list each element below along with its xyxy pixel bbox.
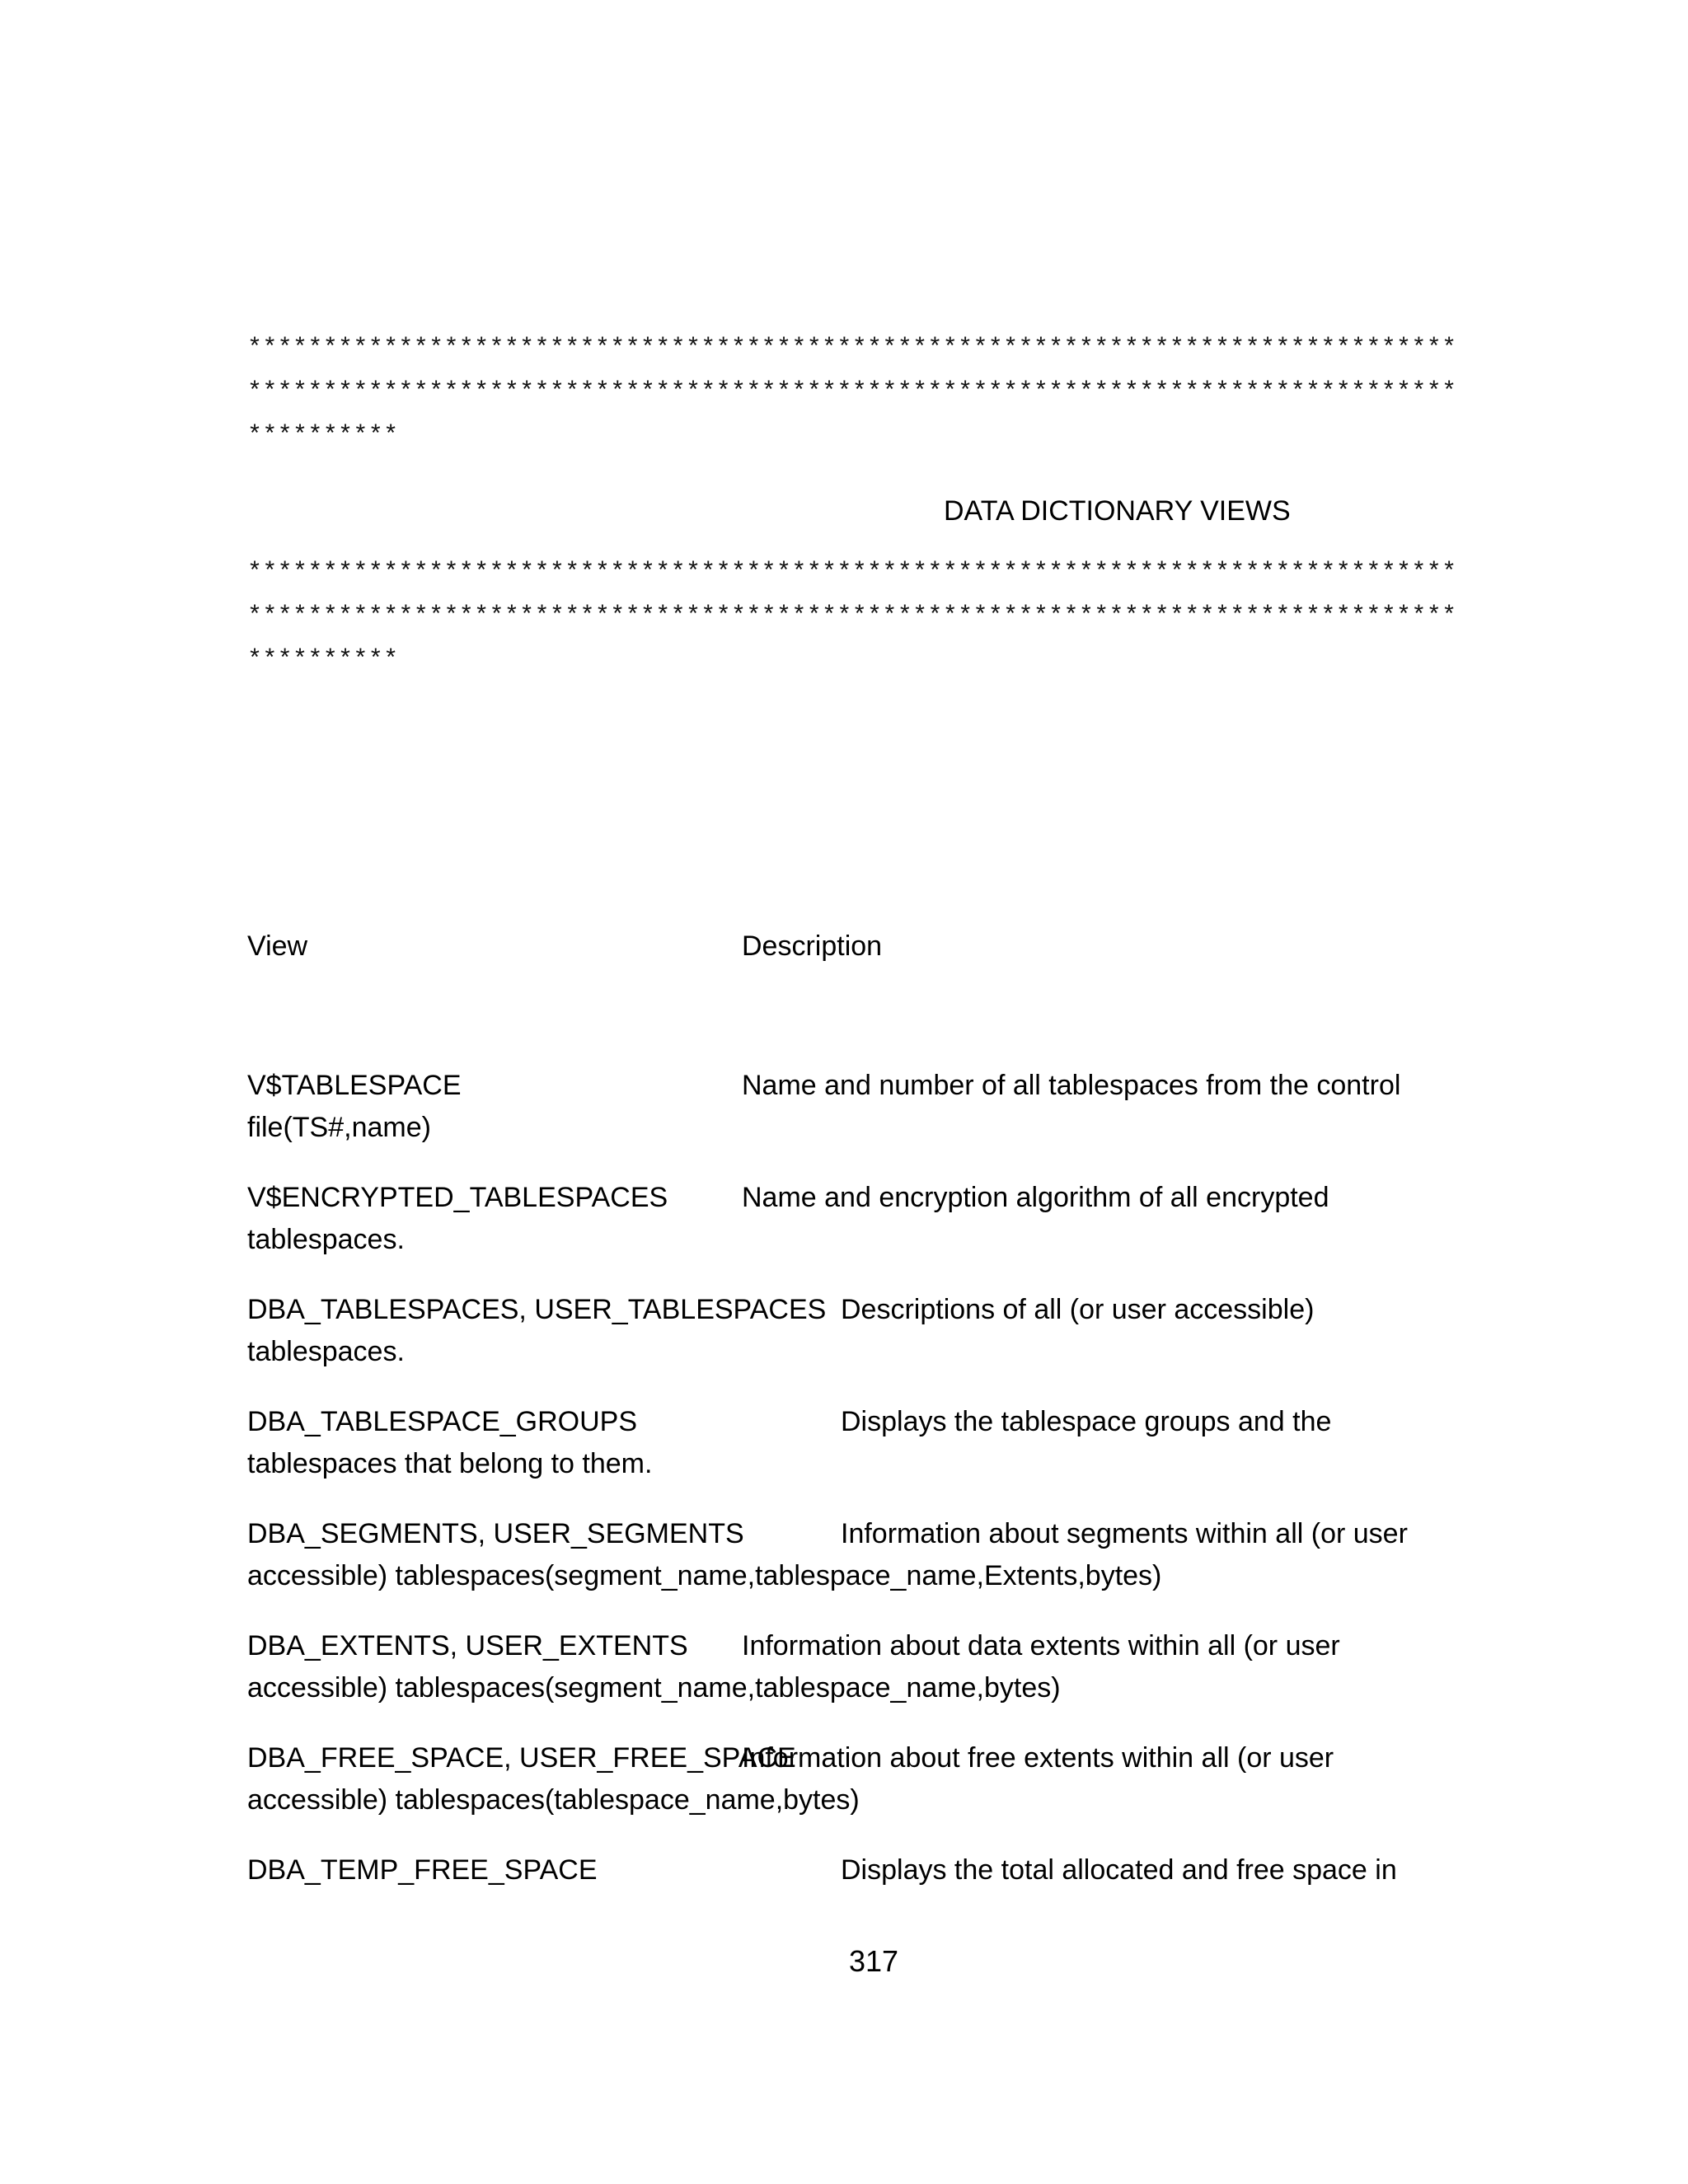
- row-description-line1: Information about free extents within all (or user: [742, 1742, 1334, 1774]
- row-description-line2: accessible) tablespaces(segment_name,tablespace_name,bytes): [247, 1672, 1061, 1704]
- row-description-line1: Information about data extents within all (or user: [742, 1630, 1340, 1661]
- row-view-name: DBA_TABLESPACE_GROUPS: [247, 1406, 638, 1437]
- row-description-line1: Displays the tablespace groups and the: [841, 1406, 1332, 1437]
- column-header-view: View: [247, 930, 308, 962]
- row-description-line1: Displays the total allocated and free space in: [841, 1854, 1397, 1886]
- row-description-line2: accessible) tablespaces(segment_name,tablespace_name,Extents,bytes): [247, 1560, 1162, 1591]
- page-number: 317: [848, 1944, 899, 1978]
- column-header-description: Description: [742, 930, 883, 962]
- banner-bottom-stars-line-3: **********: [247, 646, 399, 674]
- row-description-line2: tablespaces.: [247, 1336, 405, 1367]
- row-description-line1: Information about segments within all (or user: [841, 1518, 1408, 1549]
- row-view-name: DBA_TEMP_FREE_SPACE: [247, 1854, 598, 1886]
- banner-top-stars-line-1: ********************************************************************************: [247, 335, 1457, 363]
- row-description-line1: Name and encryption algorithm of all encrypted: [742, 1182, 1329, 1213]
- row-view-name: DBA_SEGMENTS, USER_SEGMENTS: [247, 1518, 744, 1549]
- row-view-name: V$TABLESPACE: [247, 1070, 462, 1101]
- row-description-line2: accessible) tablespaces(tablespace_name,bytes): [247, 1784, 860, 1816]
- row-description-line1: Name and number of all tablespaces from the control: [742, 1070, 1401, 1101]
- banner-bottom-stars-line-1: ********************************************************************************: [247, 559, 1457, 587]
- banner-bottom-stars-line-2: ********************************************************************************: [247, 602, 1457, 630]
- banner-top-stars-line-2: ********************************************************************************: [247, 378, 1457, 406]
- row-description-line2: tablespaces.: [247, 1224, 405, 1255]
- banner-top-stars-line-3: **********: [247, 422, 399, 450]
- row-description-line2: tablespaces that belong to them.: [247, 1448, 653, 1479]
- row-view-name: V$ENCRYPTED_TABLESPACES: [247, 1182, 668, 1213]
- row-description-line2: file(TS#,name): [247, 1112, 431, 1143]
- row-view-name: DBA_FREE_SPACE, USER_FREE_SPACE: [247, 1742, 796, 1774]
- row-view-name: DBA_EXTENTS, USER_EXTENTS: [247, 1630, 688, 1661]
- row-description-line1: Descriptions of all (or user accessible): [841, 1294, 1315, 1325]
- section-title: DATA DICTIONARY VIEWS: [944, 495, 1291, 527]
- row-view-name: DBA_TABLESPACES, USER_TABLESPACES: [247, 1294, 827, 1325]
